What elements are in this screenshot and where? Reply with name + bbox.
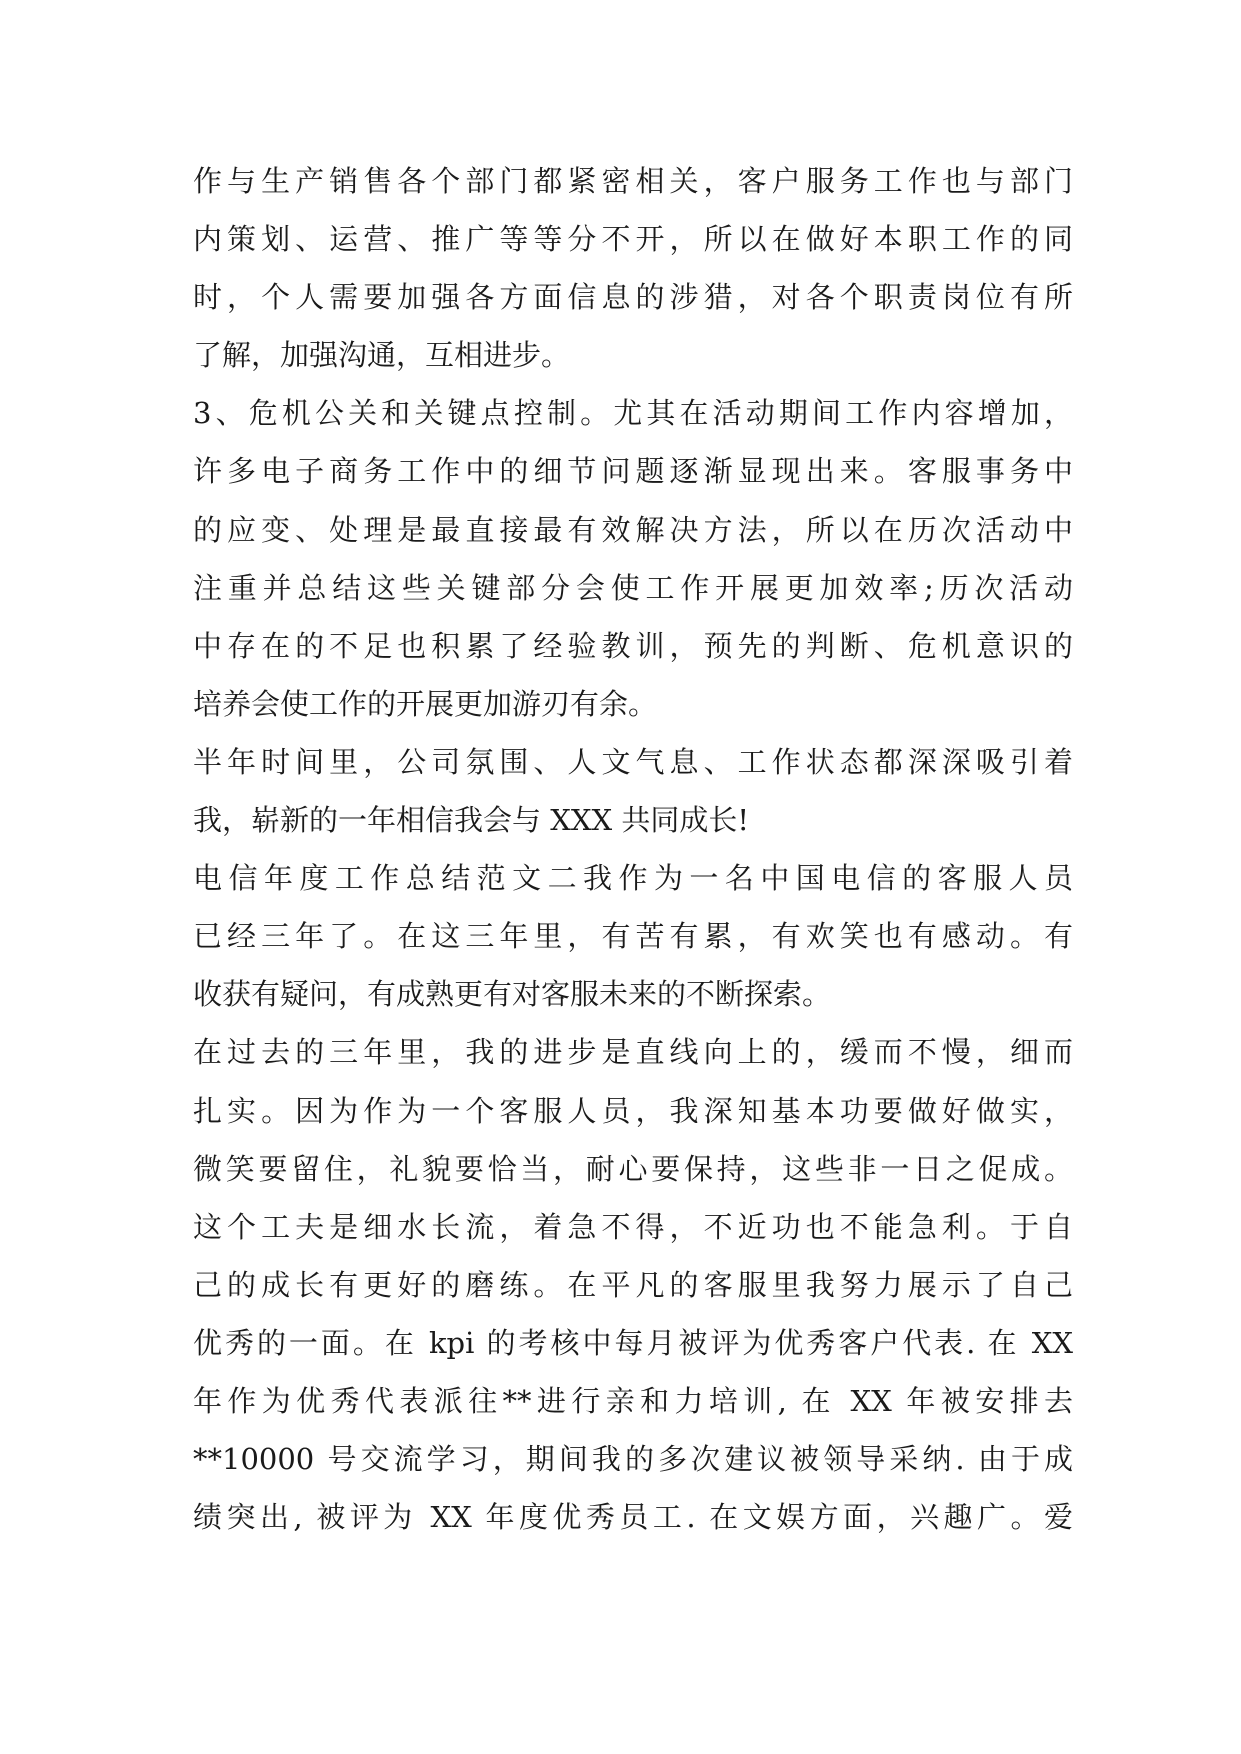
text-line: 在过去的三年里，我的进步是直线向上的，缓而不慢，细而 (193, 1035, 1073, 1070)
text-line: 许多电子商务工作中的细节问题逐渐显现出来。客服事务中 (193, 454, 1073, 489)
text-line: 优秀的一面。在 kpi 的考核中每月被评为优秀客户代表. 在 XX (193, 1325, 1073, 1360)
text-line: 己的成长有更好的磨练。在平凡的客服里我努力展示了自己 (193, 1267, 1073, 1302)
text-line: 微笑要留住，礼貌要恰当，耐心要保持，这些非一日之促成。 (193, 1151, 1073, 1186)
text-line: 了解，加强沟通，互相进步。 (193, 338, 571, 373)
text-line: 我，崭新的一年相信我会与 XXX 共同成长! (193, 803, 750, 838)
text-line: 半年时间里，公司氛围、人文气息、工作状态都深深吸引着 (193, 744, 1073, 779)
text-line: **10000 号交流学习，期间我的多次建议被领导采纳. 由于成 (193, 1442, 1073, 1477)
text-line: 培养会使工作的开展更加游刃有余。 (193, 686, 658, 721)
text-line: 电信年度工作总结范文二我作为一名中国电信的客服人员 (193, 861, 1073, 896)
text-line: 注重并总结这些关键部分会使工作开展更加效率;历次活动 (193, 570, 1073, 605)
text-line: 绩突出, 被评为 XX 年度优秀员工. 在文娱方面，兴趣广。爱 (193, 1500, 1073, 1535)
text-line: 时，个人需要加强各方面信息的涉猎，对各个职责岗位有所 (193, 280, 1073, 315)
text-line: 收获有疑问，有成熟更有对客服未来的不断探索。 (193, 977, 832, 1012)
text-line: 作与生产销售各个部门都紧密相关，客户服务工作也与部门 (193, 164, 1073, 198)
text-line: 已经三年了。在这三年里，有苦有累，有欢笑也有感动。有 (193, 919, 1073, 954)
text-line: 中存在的不足也积累了经验教训，预先的判断、危机意识的 (193, 628, 1073, 663)
document-body (193, 152, 1073, 1546)
text-line: 3、危机公关和关键点控制。尤其在活动期间工作内容增加， (193, 396, 1073, 431)
text-line: 扎实。因为作为一个客服人员，我深知基本功要做好做实， (193, 1093, 1073, 1128)
text-line: 年作为优秀代表派往**进行亲和力培训, 在 XX 年被安排去 (193, 1383, 1073, 1418)
text-line: 的应变、处理是最直接最有效解决方法，所以在历次活动中 (193, 512, 1073, 547)
text-line: 这个工夫是细水长流，着急不得，不近功也不能急利。于自 (193, 1209, 1073, 1244)
text-line: 内策划、运营、推广等等分不开，所以在做好本职工作的同 (193, 222, 1073, 257)
